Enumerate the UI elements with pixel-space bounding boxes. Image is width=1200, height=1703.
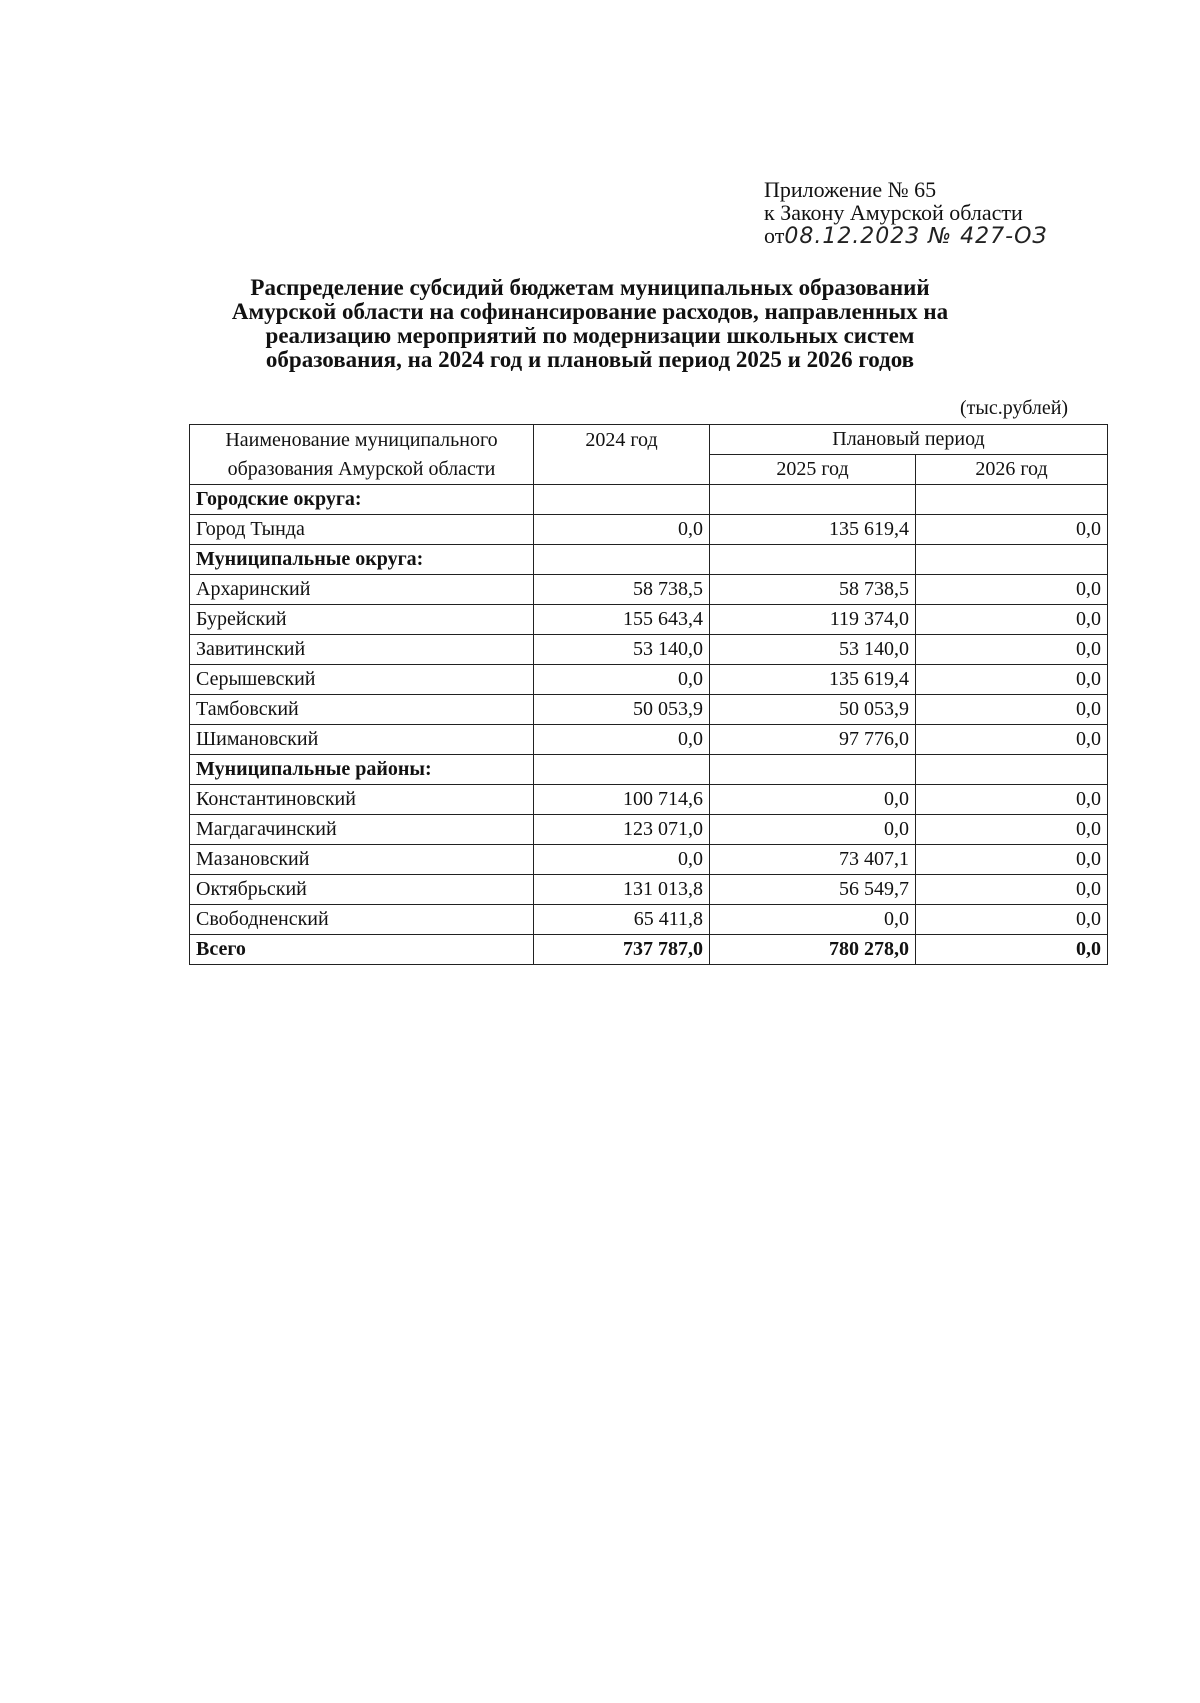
cell-2024: 100 714,6 (534, 785, 710, 815)
cell-2026 (916, 485, 1108, 515)
cell-2026 (916, 755, 1108, 785)
cell-2024 (534, 485, 710, 515)
cell-2025: 0,0 (710, 785, 916, 815)
title-line-4: образования, на 2024 год и плановый период 2025 и 2026 годов (265, 347, 915, 372)
table-row (190, 515, 1108, 545)
cell-2025: 135 619,4 (710, 515, 916, 545)
cell-2024: 123 071,0 (534, 815, 710, 845)
cell-2026: 0,0 (916, 665, 1108, 695)
cell-2025 (710, 485, 916, 515)
cell-2025 (710, 545, 916, 575)
cell-2026: 0,0 (916, 725, 1108, 755)
cell-2026: 0,0 (916, 875, 1108, 905)
cell-2024 (534, 545, 710, 575)
cell-municipality: Магдагачинский (190, 815, 534, 845)
cell-2024 (534, 755, 710, 785)
units-label: (тыс.рублей) (960, 397, 1069, 419)
appendix-date-line (764, 224, 1048, 248)
cell-2025: 56 549,7 (710, 875, 916, 905)
cell-municipality: Городские округа: (190, 485, 534, 515)
cell-2026: 0,0 (916, 785, 1108, 815)
cell-2025: 780 278,0 (710, 935, 916, 965)
cell-municipality: Серышевский (190, 665, 534, 695)
cell-municipality: Завитинский (190, 635, 534, 665)
cell-2024: 0,0 (534, 515, 710, 545)
table-row (190, 695, 1108, 725)
header-year-2024: 2024 год (534, 425, 710, 485)
cell-municipality: Свободненский (190, 905, 534, 935)
handwritten-date-number: 08.12.2023 № 427-ОЗ (784, 224, 1048, 249)
cell-2026: 0,0 (916, 845, 1108, 875)
cell-2024: 155 643,4 (534, 605, 710, 635)
cell-municipality: Архаринский (190, 575, 534, 605)
cell-2024: 50 053,9 (534, 695, 710, 725)
cell-2026: 0,0 (916, 515, 1108, 545)
cell-municipality: Мазановский (190, 845, 534, 875)
cell-2025: 97 776,0 (710, 725, 916, 755)
appendix-number: Приложение № 65 (764, 177, 937, 202)
cell-municipality: Константиновский (190, 785, 534, 815)
cell-municipality: Муниципальные районы: (190, 755, 534, 785)
cell-municipality: Бурейский (190, 605, 534, 635)
table-row (190, 665, 1108, 695)
cell-2026: 0,0 (916, 905, 1108, 935)
cell-2024: 737 787,0 (534, 935, 710, 965)
cell-municipality: Муниципальные округа: (190, 545, 534, 575)
cell-2026: 0,0 (916, 815, 1108, 845)
cell-2026: 0,0 (916, 605, 1108, 635)
table-section-row (190, 755, 1108, 785)
cell-2024: 65 411,8 (534, 905, 710, 935)
table-total-row (190, 935, 1108, 965)
table-body (190, 485, 1108, 965)
cell-2024: 131 013,8 (534, 875, 710, 905)
table-row (190, 845, 1108, 875)
cell-municipality: Тамбовский (190, 695, 534, 725)
cell-2025 (710, 755, 916, 785)
cell-municipality: Шимановский (190, 725, 534, 755)
cell-2026: 0,0 (916, 575, 1108, 605)
table-row (190, 785, 1108, 815)
title-line-3: реализацию мероприятий по модернизации школьных систем (265, 323, 915, 348)
cell-2024: 58 738,5 (534, 575, 710, 605)
header-municipality-line-1: Наименование муниципального (225, 428, 498, 451)
cell-2025: 0,0 (710, 815, 916, 845)
cell-2025: 119 374,0 (710, 605, 916, 635)
cell-municipality: Всего (190, 935, 534, 965)
appendix-header (764, 178, 1048, 248)
cell-2026: 0,0 (916, 935, 1108, 965)
appendix-date-prefix: от (764, 223, 785, 248)
cell-2025: 73 407,1 (710, 845, 916, 875)
cell-2026 (916, 545, 1108, 575)
header-planned-period: Плановый период (710, 425, 1108, 455)
cell-2024: 0,0 (534, 665, 710, 695)
header-municipality (190, 425, 534, 485)
cell-2025: 0,0 (710, 905, 916, 935)
header-year-2026: 2026 год (916, 455, 1108, 485)
table-section-row (190, 485, 1108, 515)
cell-2025: 50 053,9 (710, 695, 916, 725)
table-row (190, 725, 1108, 755)
table-section-row (190, 545, 1108, 575)
appendix-law-reference: к Закону Амурской области (764, 200, 1023, 225)
cell-2025: 58 738,5 (710, 575, 916, 605)
cell-2026: 0,0 (916, 635, 1108, 665)
cell-2024: 0,0 (534, 725, 710, 755)
table-row (190, 575, 1108, 605)
cell-municipality: Октябрьский (190, 875, 534, 905)
header-municipality-line-2: образования Амурской области (227, 457, 496, 480)
document-title (150, 276, 1030, 372)
table-row (190, 875, 1108, 905)
table-row (190, 605, 1108, 635)
table-row (190, 905, 1108, 935)
header-year-2025: 2025 год (710, 455, 916, 485)
cell-2026: 0,0 (916, 695, 1108, 725)
table-row (190, 815, 1108, 845)
cell-2024: 53 140,0 (534, 635, 710, 665)
cell-2025: 135 619,4 (710, 665, 916, 695)
cell-municipality: Город Тында (190, 515, 534, 545)
cell-2025: 53 140,0 (710, 635, 916, 665)
table-row (190, 635, 1108, 665)
subsidies-table (189, 424, 1108, 965)
title-line-2: Амурской области на софинансирование расходов, направленных на (231, 299, 949, 324)
cell-2024: 0,0 (534, 845, 710, 875)
title-line-1: Распределение субсидий бюджетам муниципальных образований (250, 275, 930, 300)
